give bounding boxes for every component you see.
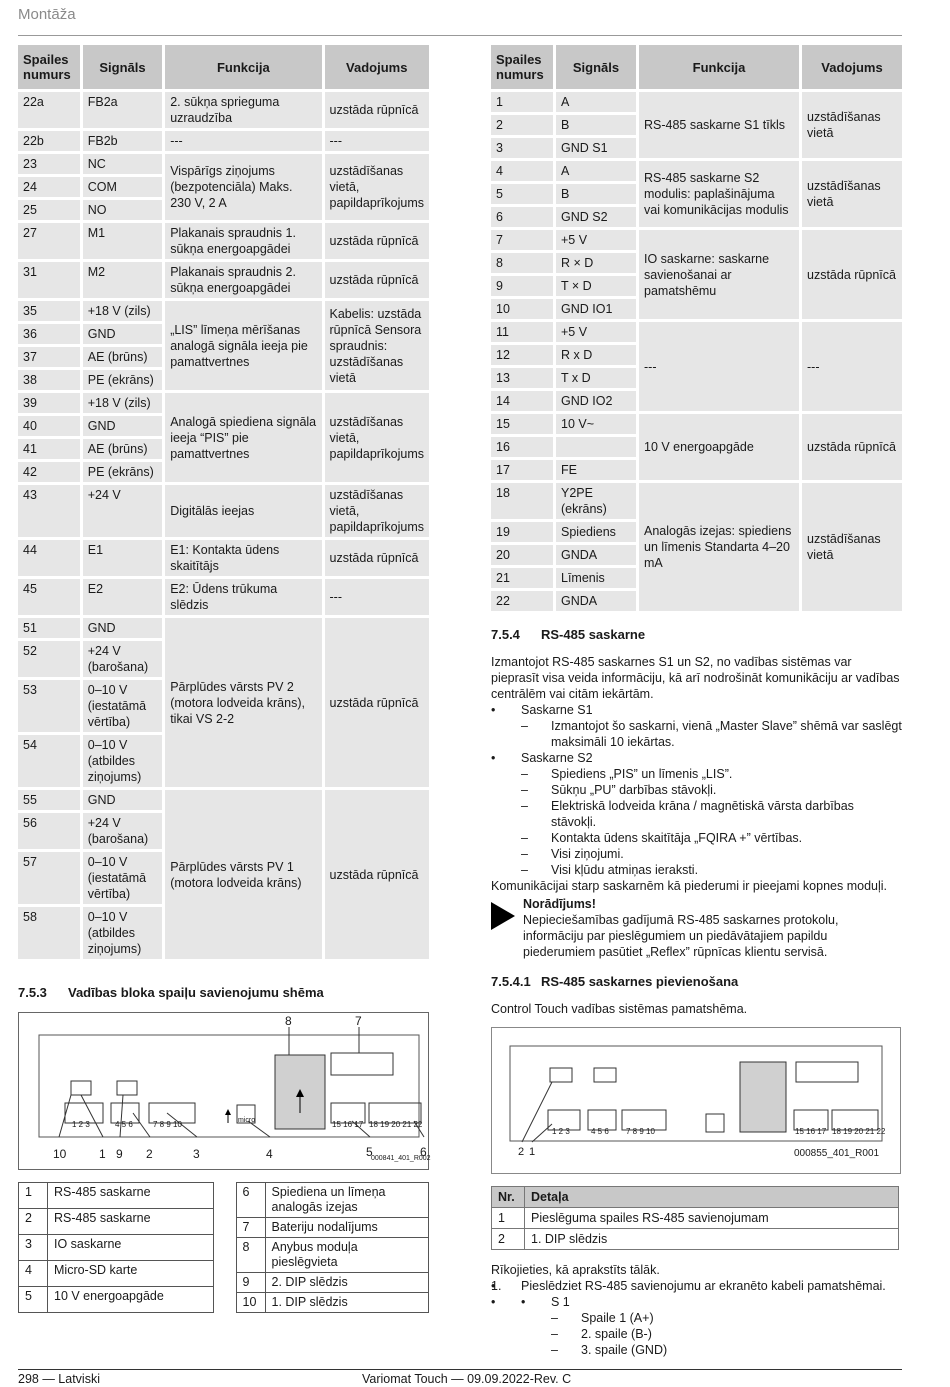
function: E1: Kontakta ūdens skaitītājs: [165, 540, 321, 576]
signal: AE (brūns): [83, 439, 162, 459]
terminal-number: 57: [18, 852, 80, 904]
legend-text: Spiediena un līmeņa analogās izejas: [265, 1183, 429, 1218]
signal: NC: [83, 154, 162, 174]
legend-number: 3: [19, 1235, 48, 1261]
legend-right: [236, 1182, 430, 1313]
wiring: uzstāda rūpnīcā: [802, 230, 902, 319]
signal: T × D: [556, 276, 636, 296]
legend-number: 1: [492, 1208, 525, 1229]
section-number: 7.5.4: [491, 627, 520, 642]
function: E2: Ūdens trūkuma slēdzis: [165, 579, 321, 615]
terminal-label: 1 2 3: [552, 1127, 570, 1136]
dash-text: Elektriskā lodveida krāna / magnētiskā vārsta darbības stāvokļi.: [551, 799, 854, 829]
legend-number: 6: [236, 1183, 265, 1218]
legend-number: 8: [236, 1238, 265, 1273]
legend-number: 2: [492, 1229, 525, 1250]
signal: +5 V: [556, 322, 636, 342]
terminal-number: 37: [18, 347, 80, 367]
terminal-label: 7 8 9 10: [626, 1127, 655, 1136]
col-header: Signāls: [556, 45, 636, 89]
terminal-number: 35: [18, 301, 80, 321]
signal: M1: [83, 223, 162, 259]
dash-text: Spiediens „PIS” un līmenis „LIS”.: [551, 767, 733, 781]
left-column: [18, 45, 429, 1313]
callout-2: 2: [518, 1146, 525, 1158]
legend-row: [19, 1183, 214, 1209]
wiring: uzstāda rūpnīcā: [802, 414, 902, 480]
signal: R × D: [556, 253, 636, 273]
signal: FB2a: [83, 92, 162, 128]
section-7-5-4: [491, 627, 902, 960]
right-column: [491, 45, 902, 1358]
table-row: [18, 393, 429, 413]
signal: B: [556, 184, 636, 204]
legend-text: RS-485 saskarne: [48, 1209, 214, 1235]
terminal-number: 2: [491, 115, 553, 135]
function: Analogā spiediena signāla ieeja “PIS” pie pamattvertnes: [165, 393, 321, 482]
dash-text: Visi kļūdu atmiņas ieraksti.: [551, 863, 699, 877]
outro-text: Komunikācijai starp saskarnēm kā piederumi ir pieejami kopnes moduļi.: [491, 879, 888, 893]
signal: B: [556, 115, 636, 135]
section-7-5-3: [18, 985, 429, 1000]
terminal-label: 18 19 20 21 22: [369, 1120, 423, 1129]
signal: +18 V (zils): [83, 301, 162, 321]
signal: GND: [83, 790, 162, 810]
legend-row: [19, 1287, 214, 1313]
function: Vispārīgs ziņojums (bezpotenciāla) Maks. 230 V, 2 A: [165, 154, 321, 220]
signal: PE (ekrāns): [83, 370, 162, 390]
terminal-number: 22: [491, 591, 553, 611]
section-title: RS-485 saskarne: [541, 627, 646, 642]
callout-10: 10: [53, 1147, 67, 1161]
terminal-number: 16: [491, 437, 553, 457]
function: ---: [165, 131, 321, 151]
control-unit-diagram: [18, 1012, 429, 1170]
page-header: Montāža: [18, 6, 76, 23]
wiring: uzstāda rūpnīcā: [325, 223, 430, 259]
s1-label: S 1: [551, 1295, 570, 1309]
col-header: Spailes numurs: [18, 45, 80, 89]
table-row: [18, 131, 429, 151]
legend-row: [19, 1209, 214, 1235]
terminal-number: 25: [18, 200, 80, 220]
callout-4: 4: [266, 1147, 273, 1161]
terminal-number: 22b: [18, 131, 80, 151]
terminal-number: 1: [491, 92, 553, 112]
callout-5: 5: [366, 1145, 373, 1159]
terminal-number: 23: [18, 154, 80, 174]
table-row: [491, 483, 902, 519]
table-row: [18, 540, 429, 576]
terminal-number: 51: [18, 618, 80, 638]
legend-text: 10 V energoapgāde: [48, 1287, 214, 1313]
legend-text: Bateriju nodalījums: [265, 1218, 429, 1238]
legend-row: [236, 1183, 429, 1218]
callout-1: 1: [529, 1146, 536, 1158]
signal: A: [556, 161, 636, 181]
terminal-number: 3: [491, 138, 553, 158]
section-7-5-4-1: [491, 974, 902, 1017]
step-1: • 1. Pieslēdziet RS-485 savienojumu ar ekranēto kabeli pamatshēmai.: [491, 1278, 902, 1294]
wiring: uzstāda rūpnīcā: [325, 262, 430, 298]
wiring: uzstādīšanas vietā, papildaprīkojums: [325, 485, 430, 537]
diagram-caption: Control Touch vadības sistēmas pamatshēma.: [491, 1002, 748, 1016]
signal: FE: [556, 460, 636, 480]
terminal-number: 41: [18, 439, 80, 459]
legend-row: [19, 1235, 214, 1261]
table-row: [491, 414, 902, 434]
legend-row: [236, 1273, 429, 1293]
terminal-number: 44: [18, 540, 80, 576]
legend-text: Micro-SD karte: [48, 1261, 214, 1287]
footer-rule: [18, 1369, 902, 1370]
right-terminal-table: [488, 42, 905, 614]
signal: +24 V (barošana): [83, 641, 162, 677]
terminal-number: 9: [491, 276, 553, 296]
wiring: ---: [325, 131, 430, 151]
wiring: uzstāda rūpnīcā: [325, 618, 430, 787]
dash-text: 3. spaile (GND): [581, 1343, 668, 1357]
terminal-number: 56: [18, 813, 80, 849]
signal: 10 V~: [556, 414, 636, 434]
base-board-diagram: [491, 1027, 901, 1174]
legend: [18, 1182, 429, 1313]
legend-text: 1. DIP slēdzis: [265, 1293, 429, 1313]
dash-item: – 3. spaile (GND): [551, 1343, 668, 1357]
legend-number: 1: [19, 1183, 48, 1209]
col-header: Funkcija: [639, 45, 799, 89]
dash-text: Kontakta ūdens skaitītāja „FQIRA +” vērtības.: [551, 831, 803, 845]
terminal-number: 4: [491, 161, 553, 181]
legend-left: [18, 1182, 214, 1313]
wiring: uzstāda rūpnīcā: [325, 790, 430, 959]
signal: GND: [83, 324, 162, 344]
terminal-label: 15 16 17: [332, 1120, 364, 1129]
callout-6: 6: [420, 1145, 427, 1159]
signal: GND IO1: [556, 299, 636, 319]
function: Digitālās ieejas: [165, 485, 321, 537]
dash-item: – Spiediens „PIS” un līmenis „LIS”.: [521, 767, 733, 781]
signal: M2: [83, 262, 162, 298]
terminal-number: 11: [491, 322, 553, 342]
function: Analogās izejas: spiediens un līmenis Standarta 4–20 mA: [639, 483, 799, 611]
table-row: [18, 485, 429, 537]
signal: A: [556, 92, 636, 112]
terminal-number: 6: [491, 207, 553, 227]
dash-item: – Visi ziņojumi.: [521, 847, 624, 861]
section-title: Vadības bloka spaiļu savienojumu shēma: [68, 985, 324, 1000]
legend-text: 1. DIP slēdzis: [525, 1229, 899, 1250]
dash-text: Izmantojot šo saskarni, vienā „Master Slave” shēmā var saslēgt maksimāli 10 iekārtas.: [551, 719, 902, 749]
terminal-number: 20: [491, 545, 553, 565]
wiring: uzstāda rūpnīcā: [325, 540, 430, 576]
dash-text: Spaile 1 (A+): [581, 1311, 654, 1325]
terminal-number: 21: [491, 568, 553, 588]
function: „LIS” līmeņa mērīšanas analogā signāla ieeja pie pamattvertnes: [165, 301, 321, 390]
diagram-code: 000841_401_R002: [371, 1155, 431, 1162]
terminal-number: 12: [491, 345, 553, 365]
signal: +5 V: [556, 230, 636, 250]
signal: +24 V (barošana): [83, 813, 162, 849]
terminal-number: 39: [18, 393, 80, 413]
bullet-s1: • Saskarne S1: [491, 702, 902, 718]
table-row: [18, 618, 429, 638]
function: IO saskarne: saskarne savienošanai ar pamatshēmu: [639, 230, 799, 319]
signal: 0–10 V (atbildes ziņojums): [83, 735, 162, 787]
terminal-label: 4 5 6: [591, 1127, 609, 1136]
function: RS-485 saskarne S1 tīkls: [639, 92, 799, 158]
col-header: Vadojums: [325, 45, 430, 89]
terminal-number: 10: [491, 299, 553, 319]
terminal-number: 58: [18, 907, 80, 959]
sd-label: micro: [238, 1117, 256, 1124]
table-row: [491, 92, 902, 112]
terminal-label: 7 8 9 10: [153, 1120, 182, 1129]
terminal-label: 4 5 6: [115, 1120, 133, 1129]
table-row: [491, 322, 902, 342]
table-row: [491, 230, 902, 250]
signal: GND IO2: [556, 391, 636, 411]
bullet-s2: • Saskarne S2: [491, 750, 902, 766]
terminal-number: 22a: [18, 92, 80, 128]
legend-row: [236, 1293, 429, 1313]
function: 10 V energoapgāde: [639, 414, 799, 480]
terminal-number: 36: [18, 324, 80, 344]
wiring: uzstāda rūpnīcā: [325, 92, 430, 128]
legend-number: 7: [236, 1218, 265, 1238]
legend-number: 4: [19, 1261, 48, 1287]
signal: FB2b: [83, 131, 162, 151]
wiring: ---: [802, 322, 902, 411]
legend-text: 2. DIP slēdzis: [265, 1273, 429, 1293]
note-box: [491, 896, 902, 960]
signal: GND S2: [556, 207, 636, 227]
col-header: Nr.: [492, 1187, 525, 1208]
signal: PE (ekrāns): [83, 462, 162, 482]
function: Plakanais spraudnis 1. sūkņa energoapgādei: [165, 223, 321, 259]
signal: NO: [83, 200, 162, 220]
callout-8: 8: [285, 1014, 292, 1028]
dash-item: – Izmantojot šo saskarni, vienā „Master Slave” shēmā var saslēgt maksimāli 10 iekārtas.: [521, 719, 902, 749]
function: ---: [639, 322, 799, 411]
diagram-code: 000855_401_R001: [794, 1148, 880, 1159]
signal: Līmenis: [556, 568, 636, 588]
signal: GNDA: [556, 545, 636, 565]
col-header: Spailes numurs: [491, 45, 553, 89]
section-title: RS-485 saskarnes pievienošana: [541, 974, 739, 989]
terminal-label: 15 16 17: [795, 1127, 827, 1136]
terminal-number: 13: [491, 368, 553, 388]
signal: GND: [83, 618, 162, 638]
dash-text: Sūkņu „PU” darbības stāvokļi.: [551, 783, 717, 797]
signal: E2: [83, 579, 162, 615]
footer-page: 298 — Latviski: [18, 1372, 100, 1386]
wiring: uzstādīšanas vietā: [802, 92, 902, 158]
terminal-number: 14: [491, 391, 553, 411]
dash-item: – 2. spaile (B-): [551, 1327, 652, 1341]
terminal-number: 45: [18, 579, 80, 615]
function: Pārplūdes vārsts PV 1 (motora lodveida krāns): [165, 790, 321, 959]
terminal-number: 7: [491, 230, 553, 250]
dash-item: – Visi kļūdu atmiņas ieraksti.: [521, 863, 699, 877]
dash-item: – Spaile 1 (A+): [551, 1311, 654, 1325]
table-row: [18, 154, 429, 174]
detail-table: [491, 1186, 899, 1250]
legend-row: [236, 1238, 429, 1273]
procedure-intro: Rīkojieties, kā aprakstīts tālāk.: [491, 1263, 660, 1277]
function: RS-485 saskarne S2 modulis: paplašinājuma vai komunikācijas modulis: [639, 161, 799, 227]
wiring: ---: [325, 579, 430, 615]
function: Pārplūdes vārsts PV 2 (motora lodveida krāns), tikai VS 2-2: [165, 618, 321, 787]
legend-row: [236, 1218, 429, 1238]
legend-row: [19, 1261, 214, 1287]
terminal-number: 54: [18, 735, 80, 787]
section-number: 7.5.3: [18, 985, 47, 1000]
col-header: Funkcija: [165, 45, 321, 89]
signal: [556, 437, 636, 457]
terminal-number: 15: [491, 414, 553, 434]
wiring: uzstādīšanas vietā: [802, 161, 902, 227]
signal: GND S1: [556, 138, 636, 158]
terminal-number: 27: [18, 223, 80, 259]
callout-7: 7: [355, 1014, 362, 1028]
intro-text: Izmantojot RS-485 saskarnes S1 un S2, no vadības sistēmas var pieprasīt visa veida informāciju, kā arī nodrošināt komunikāciju ar vadības centrālēm vai citām iekārtām.: [491, 655, 900, 701]
dash-text: Visi ziņojumi.: [551, 847, 624, 861]
terminal-number: 43: [18, 485, 80, 537]
terminal-label: 18 19 20 21 22: [832, 1127, 886, 1136]
terminal-number: 53: [18, 680, 80, 732]
terminal-number: 18: [491, 483, 553, 519]
table-row: [18, 223, 429, 259]
terminal-number: 55: [18, 790, 80, 810]
wiring: Kabelis: uzstāda rūpnīcā Sensora spraudnis: uzstādīšanas vietā: [325, 301, 430, 390]
section-number: 7.5.4.1: [491, 974, 531, 989]
table-row: [18, 262, 429, 298]
table-row: [18, 92, 429, 128]
legend-number: 2: [19, 1209, 48, 1235]
s1-item: • • S 1: [491, 1294, 902, 1310]
signal: Spiediens: [556, 522, 636, 542]
signal: COM: [83, 177, 162, 197]
terminal-number: 38: [18, 370, 80, 390]
terminal-number: 19: [491, 522, 553, 542]
col-header: Vadojums: [802, 45, 902, 89]
legend-number: 10: [236, 1293, 265, 1313]
signal: 0–10 V (atbildes ziņojums): [83, 907, 162, 959]
terminal-number: 31: [18, 262, 80, 298]
terminal-number: 5: [491, 184, 553, 204]
table-row: [18, 790, 429, 810]
signal: AE (brūns): [83, 347, 162, 367]
footer-doc: Variomat Touch — 09.09.2022-Rev. C: [362, 1372, 572, 1386]
signal: R x D: [556, 345, 636, 365]
note-arrow-icon: [491, 902, 515, 930]
terminal-number: 8: [491, 253, 553, 273]
terminal-number: 40: [18, 416, 80, 436]
dash-item: – Sūkņu „PU” darbības stāvokļi.: [521, 783, 717, 797]
function: 2. sūkņa sprieguma uzraudzība: [165, 92, 321, 128]
header-rule: [18, 35, 902, 36]
col-header: Signāls: [83, 45, 162, 89]
legend-row: [492, 1229, 899, 1250]
callout-3: 3: [193, 1147, 200, 1161]
dash-text: 2. spaile (B-): [581, 1327, 652, 1341]
wiring: uzstādīšanas vietā, papildaprīkojums: [325, 154, 430, 220]
callout-2: 2: [146, 1147, 153, 1161]
col-header: Detaļa: [525, 1187, 899, 1208]
signal: GNDA: [556, 591, 636, 611]
legend-text: Pieslēguma spailes RS-485 savienojumam: [525, 1208, 899, 1229]
callout-9: 9: [116, 1147, 123, 1161]
table-row: [18, 301, 429, 321]
signal: +24 V: [83, 485, 162, 537]
table-row: [18, 579, 429, 615]
signal: GND: [83, 416, 162, 436]
left-terminal-table: [15, 42, 432, 962]
wiring: uzstādīšanas vietā, papildaprīkojums: [325, 393, 430, 482]
function: Plakanais spraudnis 2. sūkņa energoapgādei: [165, 262, 321, 298]
legend-number: 5: [19, 1287, 48, 1313]
terminal-number: 42: [18, 462, 80, 482]
signal: 0–10 V (iestatāmā vērtība): [83, 680, 162, 732]
note-title: Norādījums!: [523, 897, 596, 911]
dash-item: – Kontakta ūdens skaitītāja „FQIRA +” vērtības.: [521, 831, 803, 845]
signal: T x D: [556, 368, 636, 388]
legend-number: 9: [236, 1273, 265, 1293]
signal: Y2PE (ekrāns): [556, 483, 636, 519]
step-1-text: Pieslēdziet RS-485 savienojumu ar ekranēto kabeli pamatshēmai.: [521, 1279, 886, 1293]
terminal-number: 17: [491, 460, 553, 480]
terminal-number: 52: [18, 641, 80, 677]
legend-text: RS-485 saskarne: [48, 1183, 214, 1209]
legend-row: [492, 1208, 899, 1229]
signal: 0–10 V (iestatāmā vērtība): [83, 852, 162, 904]
note-text: Nepieciešamības gadījumā RS-485 saskarnes protokolu, informāciju par pieslēgumiem un piedāvātajiem papildu piederumiem pasūtiet „Reflex” rūpnīcas klientu servisā.: [523, 913, 839, 959]
dash-item: – Elektriskā lodveida krāna / magnētiskā vārsta darbības stāvokļi.: [521, 799, 854, 829]
legend-text: IO saskarne: [48, 1235, 214, 1261]
signal: E1: [83, 540, 162, 576]
terminal-number: 24: [18, 177, 80, 197]
terminal-label: 1 2 3: [72, 1120, 90, 1129]
wiring: uzstādīšanas vietā: [802, 483, 902, 611]
signal: +18 V (zils): [83, 393, 162, 413]
legend-text: Anybus moduļa pieslēgvieta: [265, 1238, 429, 1273]
callout-1: 1: [99, 1147, 106, 1161]
table-row: [491, 161, 902, 181]
